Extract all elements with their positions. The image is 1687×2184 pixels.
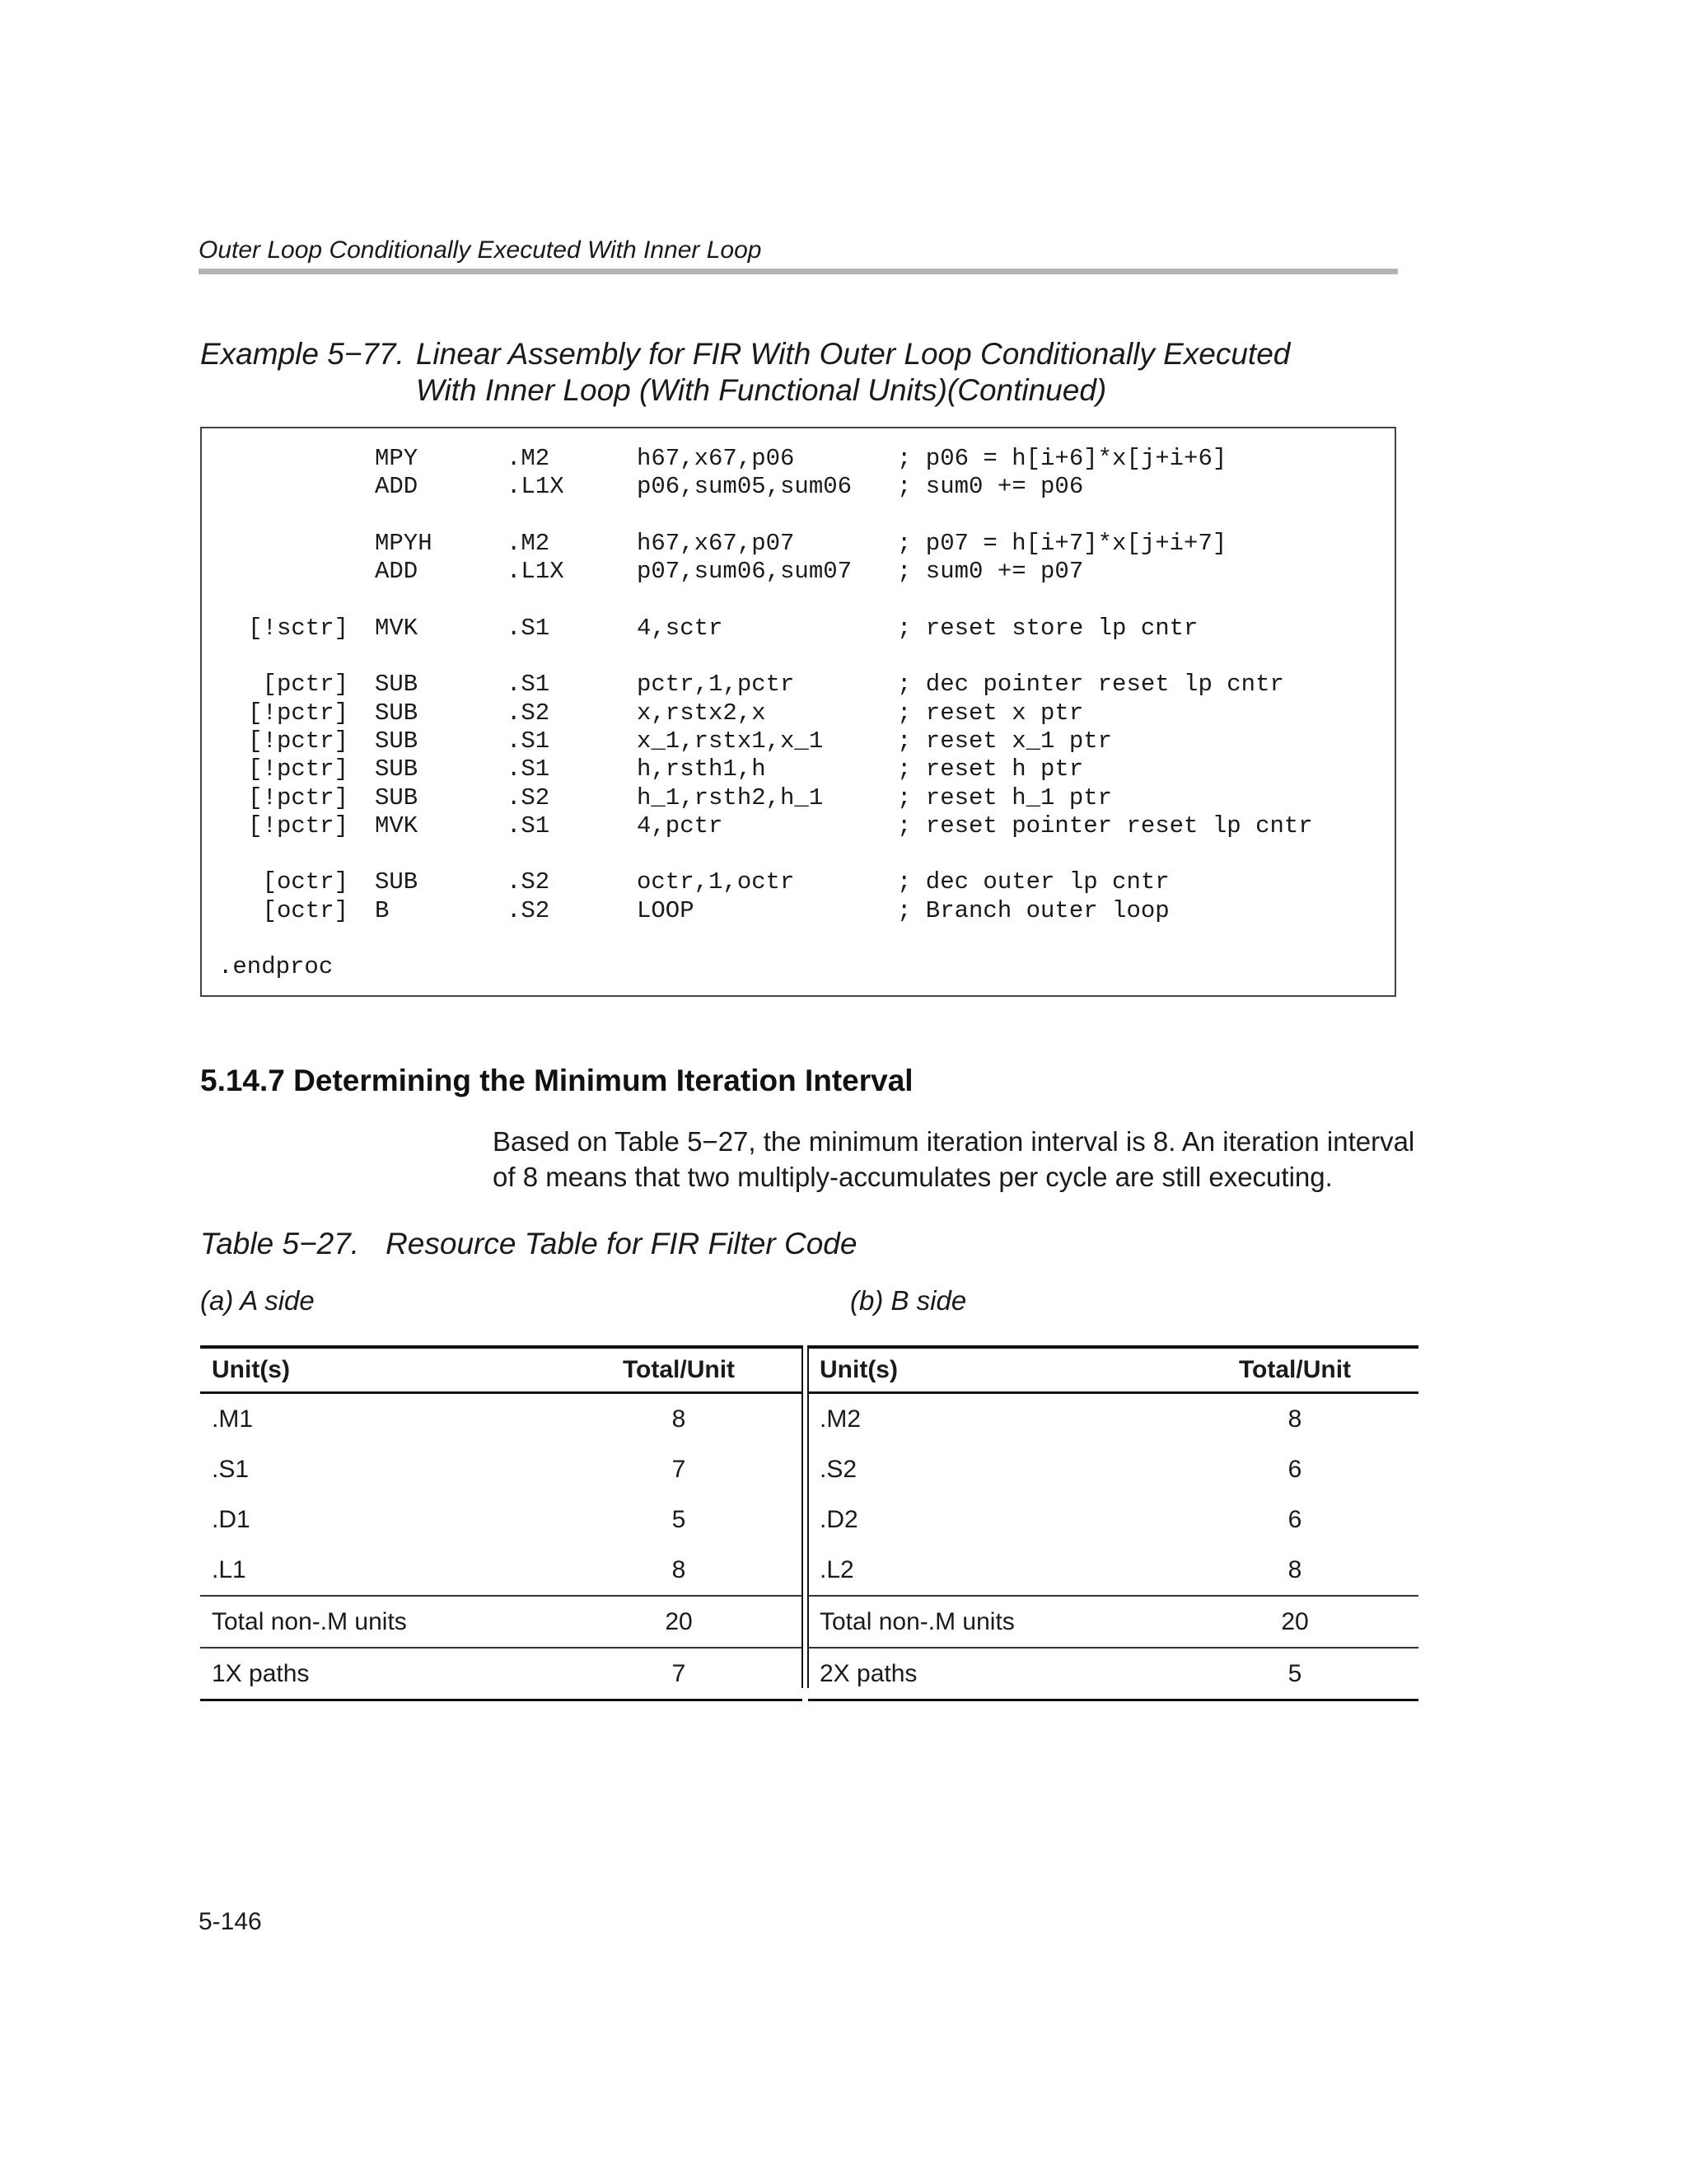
code-unit: .M2 xyxy=(507,445,550,472)
code-blank-line xyxy=(218,586,1313,614)
unit-cell: Total non-.M units xyxy=(808,1596,1171,1648)
code-opcode: SUB xyxy=(375,783,418,811)
code-condition xyxy=(218,473,348,501)
code-comment: ; p07 = h[i+7]*x[j+i+7] xyxy=(897,529,1227,557)
code-comment: ; reset x_1 ptr xyxy=(897,727,1113,755)
table-caption xyxy=(200,1227,857,1261)
code-operands: x,rstx2,x xyxy=(637,699,766,727)
code-unit: .S2 xyxy=(507,783,550,811)
code-condition xyxy=(218,558,348,586)
example-caption xyxy=(200,336,1339,409)
code-unit: .S2 xyxy=(507,868,550,896)
unit-cell: .L1 xyxy=(212,1555,246,1583)
table-row xyxy=(808,1494,1418,1545)
code-line xyxy=(218,615,1313,643)
code-line xyxy=(218,784,1313,812)
unit-cell: 1X paths xyxy=(200,1648,555,1700)
code-blank-line xyxy=(218,643,1313,671)
code-line xyxy=(218,530,1313,558)
unit-cell: Total non-.M units xyxy=(200,1596,555,1648)
code-comment: ; dec pointer reset lp cntr xyxy=(897,671,1284,699)
table-row xyxy=(808,1648,1418,1700)
table-row xyxy=(200,1648,802,1700)
code-line xyxy=(218,473,1313,501)
total-cell: 8 xyxy=(671,1405,686,1433)
code-line xyxy=(218,953,1313,981)
unit-cell: .D1 xyxy=(212,1505,250,1533)
table-row xyxy=(808,1545,1418,1596)
page-number: 5-146 xyxy=(199,1908,262,1935)
total-cell: 5 xyxy=(671,1505,686,1533)
section-heading: 5.14.7 Determining the Minimum Iteration Interval xyxy=(200,1064,914,1097)
code-directive: .endproc xyxy=(218,953,334,981)
code-opcode: SUB xyxy=(375,699,418,727)
example-label: Example 5−77. xyxy=(200,337,404,371)
example-title: Linear Assembly for FIR With Outer Loop Conditionally Executed With Inner Loop (With Functional Units)(Continued) xyxy=(415,337,1291,407)
code-opcode: MPYH xyxy=(375,529,432,557)
code-unit: .S1 xyxy=(507,614,550,642)
code-comment: ; reset store lp cntr xyxy=(897,614,1199,642)
table-row xyxy=(808,1444,1418,1494)
code-opcode: SUB xyxy=(375,727,418,755)
code-operands: x_1,rstx1,x_1 xyxy=(637,727,824,755)
total-cell: 5 xyxy=(1171,1648,1418,1700)
code-comment: ; p06 = h[i+6]*x[j+i+6] xyxy=(897,445,1227,472)
code-comment: ; sum0 += p07 xyxy=(897,558,1084,586)
code-unit: .S1 xyxy=(507,755,550,783)
code-opcode: MVK xyxy=(375,811,418,839)
code-comment: ; sum0 += p06 xyxy=(897,473,1084,501)
code-comment: ; Branch outer loop xyxy=(897,896,1170,924)
code-operands: h,rsth1,h xyxy=(637,755,766,783)
code-line xyxy=(218,812,1313,840)
code-unit: .S2 xyxy=(507,896,550,924)
code-comment: ; reset x ptr xyxy=(897,699,1084,727)
code-operands: h67,x67,p06 xyxy=(637,445,795,472)
column-header: Total/Unit xyxy=(1171,1347,1418,1393)
subcaption-a-side: (a) A side xyxy=(200,1285,315,1316)
code-unit: .S1 xyxy=(507,671,550,699)
code-opcode: MPY xyxy=(375,445,418,472)
total-cell: 7 xyxy=(555,1648,802,1700)
subcaption-b-side: (b) B side xyxy=(850,1285,967,1316)
code-line xyxy=(218,727,1313,755)
code-blank-line xyxy=(218,840,1313,868)
code-opcode: MVK xyxy=(375,614,418,642)
code-operands: pctr,1,pctr xyxy=(637,671,795,699)
table-row xyxy=(808,1393,1418,1445)
code-unit: .S2 xyxy=(507,699,550,727)
code-listing-box xyxy=(200,427,1396,997)
code-comment: ; reset pointer reset lp cntr xyxy=(897,811,1313,839)
total-cell: 8 xyxy=(1287,1405,1302,1433)
column-header: Unit(s) xyxy=(200,1347,555,1393)
code-operands: h_1,rsth2,h_1 xyxy=(637,783,824,811)
code-operands: LOOP xyxy=(637,896,694,924)
code-opcode: SUB xyxy=(375,868,418,896)
column-header: Unit(s) xyxy=(808,1347,1171,1393)
code-listing xyxy=(218,445,1313,982)
total-cell: 7 xyxy=(671,1455,686,1483)
header-rule xyxy=(199,269,1398,274)
code-line xyxy=(218,868,1313,896)
code-condition xyxy=(218,445,348,473)
resource-table-b-side xyxy=(808,1345,1418,1701)
total-cell: 8 xyxy=(671,1555,686,1583)
code-condition xyxy=(218,530,348,558)
code-operands: p06,sum05,sum06 xyxy=(637,473,853,501)
code-unit: .L1X xyxy=(507,473,564,501)
unit-cell: .D2 xyxy=(820,1505,858,1533)
code-operands: 4,pctr xyxy=(637,811,723,839)
code-condition: [octr] xyxy=(262,868,348,896)
table-label: Table 5−27. xyxy=(200,1227,360,1260)
code-condition: [!pctr] xyxy=(248,783,348,811)
total-cell: 8 xyxy=(1287,1555,1302,1583)
unit-cell: 2X paths xyxy=(808,1648,1171,1700)
code-condition: [!pctr] xyxy=(248,699,348,727)
code-opcode: ADD xyxy=(375,473,418,501)
table-row xyxy=(200,1545,802,1596)
code-unit: .M2 xyxy=(507,529,550,557)
total-cell: 6 xyxy=(1287,1505,1302,1533)
code-comment: ; reset h_1 ptr xyxy=(897,783,1113,811)
body-paragraph: Based on Table 5−27, the minimum iteration interval is 8. An iteration interval of 8 means that two multiply-accumulates per cycle are still executing. xyxy=(493,1126,1415,1192)
unit-cell: .M2 xyxy=(820,1405,862,1433)
code-condition: [octr] xyxy=(262,896,348,924)
code-line xyxy=(218,755,1313,783)
code-operands: octr,1,octr xyxy=(637,868,795,896)
code-line xyxy=(218,671,1313,699)
table-row xyxy=(200,1393,802,1445)
code-condition: [!pctr] xyxy=(248,811,348,839)
code-line xyxy=(218,699,1313,727)
code-unit: .L1X xyxy=(507,558,564,586)
code-opcode: B xyxy=(375,896,390,924)
unit-cell: .M1 xyxy=(212,1405,254,1433)
table-title: Resource Table for FIR Filter Code xyxy=(386,1227,858,1260)
code-opcode: ADD xyxy=(375,558,418,586)
code-operands: p07,sum06,sum07 xyxy=(637,558,853,586)
code-condition: [!pctr] xyxy=(248,727,348,755)
code-comment: ; dec outer lp cntr xyxy=(897,868,1170,896)
table-row xyxy=(808,1596,1418,1648)
table-row xyxy=(200,1494,802,1545)
unit-cell: .S2 xyxy=(820,1455,858,1483)
code-unit: .S1 xyxy=(507,727,550,755)
code-condition: [!sctr] xyxy=(248,614,348,642)
table-row xyxy=(200,1596,802,1648)
table-row xyxy=(200,1444,802,1494)
code-condition: [pctr] xyxy=(262,671,348,699)
code-condition: [!pctr] xyxy=(248,755,348,783)
code-blank-line xyxy=(218,502,1313,530)
code-operands: 4,sctr xyxy=(637,614,723,642)
total-cell: 20 xyxy=(1171,1596,1418,1648)
total-cell: 6 xyxy=(1287,1455,1302,1483)
total-cell: 20 xyxy=(555,1596,802,1648)
unit-cell: .L2 xyxy=(820,1555,854,1583)
unit-cell: .S1 xyxy=(212,1455,250,1483)
code-operands: h67,x67,p07 xyxy=(637,529,795,557)
code-blank-line xyxy=(218,925,1313,953)
column-header: Total/Unit xyxy=(555,1347,802,1393)
code-comment: ; reset h ptr xyxy=(897,755,1084,783)
code-opcode: SUB xyxy=(375,755,418,783)
resource-table-a-side xyxy=(200,1345,802,1701)
code-line xyxy=(218,897,1313,925)
code-line xyxy=(218,445,1313,473)
code-opcode: SUB xyxy=(375,671,418,699)
code-unit: .S1 xyxy=(507,811,550,839)
running-header: Outer Loop Conditionally Executed With Inner Loop xyxy=(199,236,762,264)
code-line xyxy=(218,558,1313,586)
